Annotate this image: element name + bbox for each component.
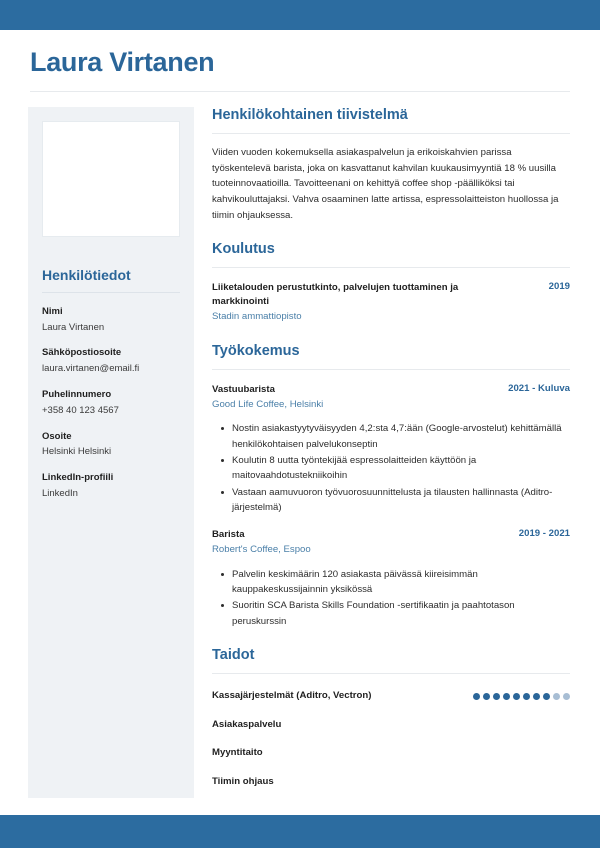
experience-job-title: Barista [212,529,245,541]
experience-entry [212,528,570,629]
education-date: 2019 [548,281,570,293]
rating-dot-filled [533,693,540,700]
section-experience [212,343,570,629]
contact-label: Osoite [42,430,72,442]
contact-item-email [42,347,180,376]
skill-name: Asiakaspalvelu [212,718,282,730]
rating-dot-filled [493,693,500,700]
section-summary [212,107,570,223]
contact-value: Helsinki Helsinki [42,446,112,458]
resume-page [0,30,600,815]
skill-name: Kassajärjestelmät (Aditro, Vectron) [212,690,372,702]
rating-dot-filled [503,693,510,700]
section-divider [212,369,570,370]
bullet-item: Suoritin SCA Barista Skills Foundation -sertifikaatin ja paahtotason peruskurssin [232,598,570,629]
bullet-item: Palvelin keskimäärin 120 asiakasta päivässä kiireisimmän kauppakeskussijainnin yksikössä [232,567,570,598]
contact-value: Laura Virtanen [42,321,105,333]
contact-label: Sähköpostiosoite [42,347,122,359]
skill-row [212,775,570,788]
section-skills [212,647,570,788]
section-divider [212,133,570,134]
rating-dot-empty [553,693,560,700]
education-entry-header [212,281,570,309]
contact-value[interactable]: laura.virtanen@email.fi [42,363,140,375]
summary-text: Viiden vuoden kokemuksella asiakaspalvelun ja erikoiskahvien parissa työskentelevä barista, joka on kasvattanut kahvilan kuukausimyyntiä 18 % uusilla tuoteinnovaatioilla. Tavoitteenani on kehittyä coffee shop -päälliköksi tai kahvikouluttajaksi. Vahva osaaminen latte artissa, espressolaitteiston huollossa ja tiimin ohjauksessa. [212,147,559,221]
skill-row [212,689,570,702]
contact-value: +358 40 123 4567 [42,404,119,416]
rating-dot-filled [543,693,550,700]
experience-company: Good Life Coffee, Helsinki [212,398,324,410]
contact-item-linkedin [42,472,180,501]
education-entry [212,281,570,324]
contact-item-phone [42,389,180,418]
skill-row [212,718,570,731]
bullet-item: Vastaan aamuvuoron työvuorosuunnittelusta ja tilausten hallinnasta (Aditro-järjestelmä) [232,485,570,516]
experience-bullets [212,421,570,515]
section-divider [212,673,570,674]
education-school: Stadin ammattiopisto [212,311,302,323]
skill-row [212,746,570,759]
rating-dot-filled [523,693,530,700]
contact-label: Nimi [42,305,63,317]
rating-dot-filled [473,693,480,700]
skill-rating-dots [473,693,570,700]
rating-dot-filled [483,693,490,700]
section-heading-skills: Taidot [212,647,255,664]
experience-company: Robert's Coffee, Espoo [212,544,311,556]
sidebar-heading-divider [42,292,180,293]
top-accent-bar [0,0,600,30]
photo-placeholder[interactable] [42,121,180,237]
bottom-accent-bar [0,815,600,848]
section-education [212,241,570,325]
name-divider [30,91,570,92]
skill-name: Myyntitaito [212,747,263,759]
section-heading-summary: Henkilökohtainen tiivistelmä [212,107,408,123]
sidebar [28,107,194,798]
experience-entry [212,383,570,515]
experience-entry-header [212,383,570,397]
sidebar-heading-personal-details: Henkilötiedot [42,267,131,283]
contact-item-name [42,306,180,335]
contact-item-address [42,431,180,460]
main-column [212,107,570,792]
experience-bullets [212,567,570,629]
rating-dot-filled [513,693,520,700]
section-divider [212,267,570,268]
bullet-item: Nostin asiakastyytyväisyyden 4,2:sta 4,7:ään (Google-arvostelut) kehittämällä henkilökohtaisen palvelukonseptin [232,421,570,452]
experience-date: 2021 - Kuluva [508,383,570,395]
contact-label: Puhelinnumero [42,388,112,400]
rating-dot-empty [563,693,570,700]
section-heading-education: Koulutus [212,241,275,258]
skill-name: Tiimin ohjaus [212,775,274,787]
page-title: Laura Virtanen [30,47,215,77]
experience-date: 2019 - 2021 [518,528,570,540]
experience-entry-header [212,528,570,542]
contact-label: LinkedIn-profiili [42,472,114,484]
education-degree: Liiketalouden perustutkinto, palvelujen tuottaminen ja markkinointi [212,282,459,308]
bullet-item: Koulutin 8 uutta työntekijää espressolaitteiden käyttöön ja maitovaahdotustekniikoihin [232,453,570,484]
name-header [30,48,570,92]
contact-value[interactable]: LinkedIn [42,487,78,499]
section-heading-experience: Työkokemus [212,342,300,359]
experience-job-title: Vastuubarista [212,384,275,396]
